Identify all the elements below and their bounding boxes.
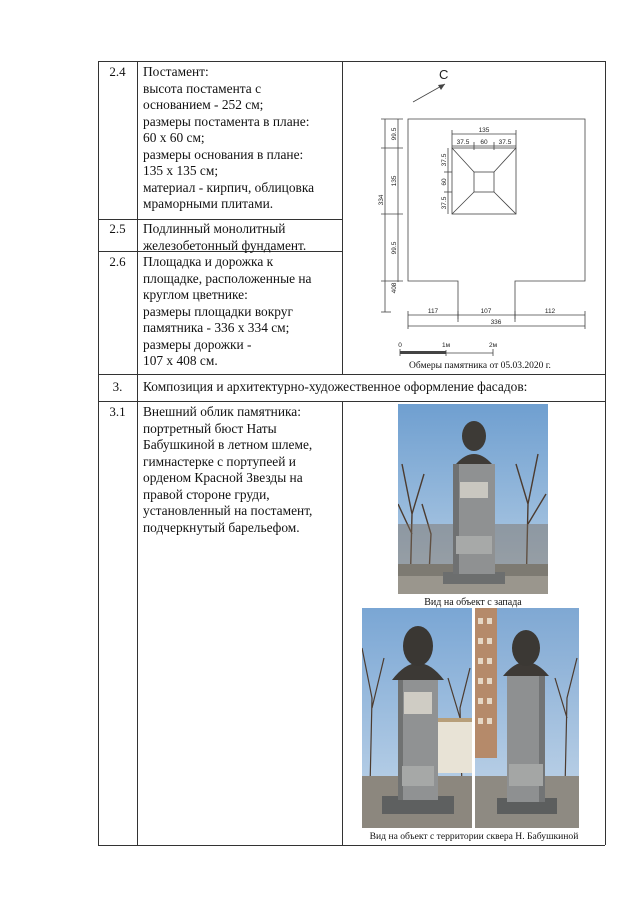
row-text-composition-heading: Композиция и архитектурно-художественное оформление фасадов: xyxy=(143,379,528,394)
dim-bottom-part-1: 117 xyxy=(427,308,439,315)
photo-square-caption: Вид на объект с территории сквера Н. Бабушкиной xyxy=(369,831,579,842)
row-text-platform: Площадка и дорожка к площадке, расположенные на круглом цветнике: размеры площадки вокруг памятника - 336 х 334 см; размеры дорожки - 107 х 408 см. xyxy=(143,254,312,368)
row-number-3-1: 3.1 xyxy=(109,404,126,419)
dim-left-total: 334 xyxy=(378,194,385,206)
image-column-divider-bottom xyxy=(342,401,343,845)
dim-top-part-2: 60 xyxy=(480,139,488,146)
scale-label-0: 0 xyxy=(398,342,402,349)
photo-square-view-left xyxy=(362,608,472,828)
row-number-2-4: 2.4 xyxy=(109,64,126,79)
dim-top-part-3: 37.5 xyxy=(498,139,512,146)
row-text-pedestal: Постамент: высота постамента с основанием - 252 см; размеры постамента в плане: 60 х 60 см; размеры основания в плане: 135 х 135 см; материал - кирпич, облицовка мраморными плитами. xyxy=(143,64,315,211)
scale-label-1m: 1м xyxy=(441,342,451,349)
photo-square-view-right xyxy=(475,608,579,828)
row-text-appearance: Внешний облик памятника: портретный бюст Наты Бабушкиной в летном шлеме, гимнастерке с портупеей и орденом Красной Звезды на правой стороне груди, установленный на постамент, подчеркнутый барельефом. xyxy=(143,404,313,535)
dim-bottom-part-2: 107 xyxy=(480,308,492,315)
dim-left-part-1: 99.5 xyxy=(391,127,398,141)
table-bottom-border xyxy=(98,845,605,846)
plan-caption: Обмеры памятника от 05.03.2020 г. xyxy=(409,361,551,371)
north-label: С xyxy=(439,67,449,82)
dim-bottom-total: 336 xyxy=(490,319,502,326)
scale-label-2m: 2м xyxy=(488,342,498,349)
table-left-border xyxy=(98,61,99,845)
row-number-3: 3. xyxy=(112,379,123,394)
number-column-divider xyxy=(137,61,138,845)
dim-top-total: 135 xyxy=(478,127,490,134)
photo-west-caption: Вид на объект с запада xyxy=(424,597,522,608)
row-divider-2-4 xyxy=(98,219,342,220)
row-divider-3 xyxy=(98,401,605,402)
row-number-2-5: 2.5 xyxy=(109,221,126,236)
row-number-2-6: 2.6 xyxy=(109,254,126,269)
dim-side-part-3: 37.5 xyxy=(441,196,448,210)
monument-plan-drawing xyxy=(343,62,605,362)
dim-left-part-4: 408 xyxy=(391,282,398,294)
table-right-border xyxy=(605,61,606,845)
row-text-foundation: Подлинный монолитный железобетонный фундамент. xyxy=(143,221,307,253)
dim-bottom-part-3: 112 xyxy=(544,308,556,315)
dim-left-part-2: 135 xyxy=(391,175,398,187)
row-divider-2-6 xyxy=(98,374,605,375)
dim-top-part-1: 37.5 xyxy=(456,139,470,146)
dim-side-part-1: 37.5 xyxy=(441,153,448,167)
dim-left-part-3: 99.5 xyxy=(391,241,398,255)
photo-west-view xyxy=(398,404,548,594)
dim-side-part-2: 60 xyxy=(441,178,448,186)
